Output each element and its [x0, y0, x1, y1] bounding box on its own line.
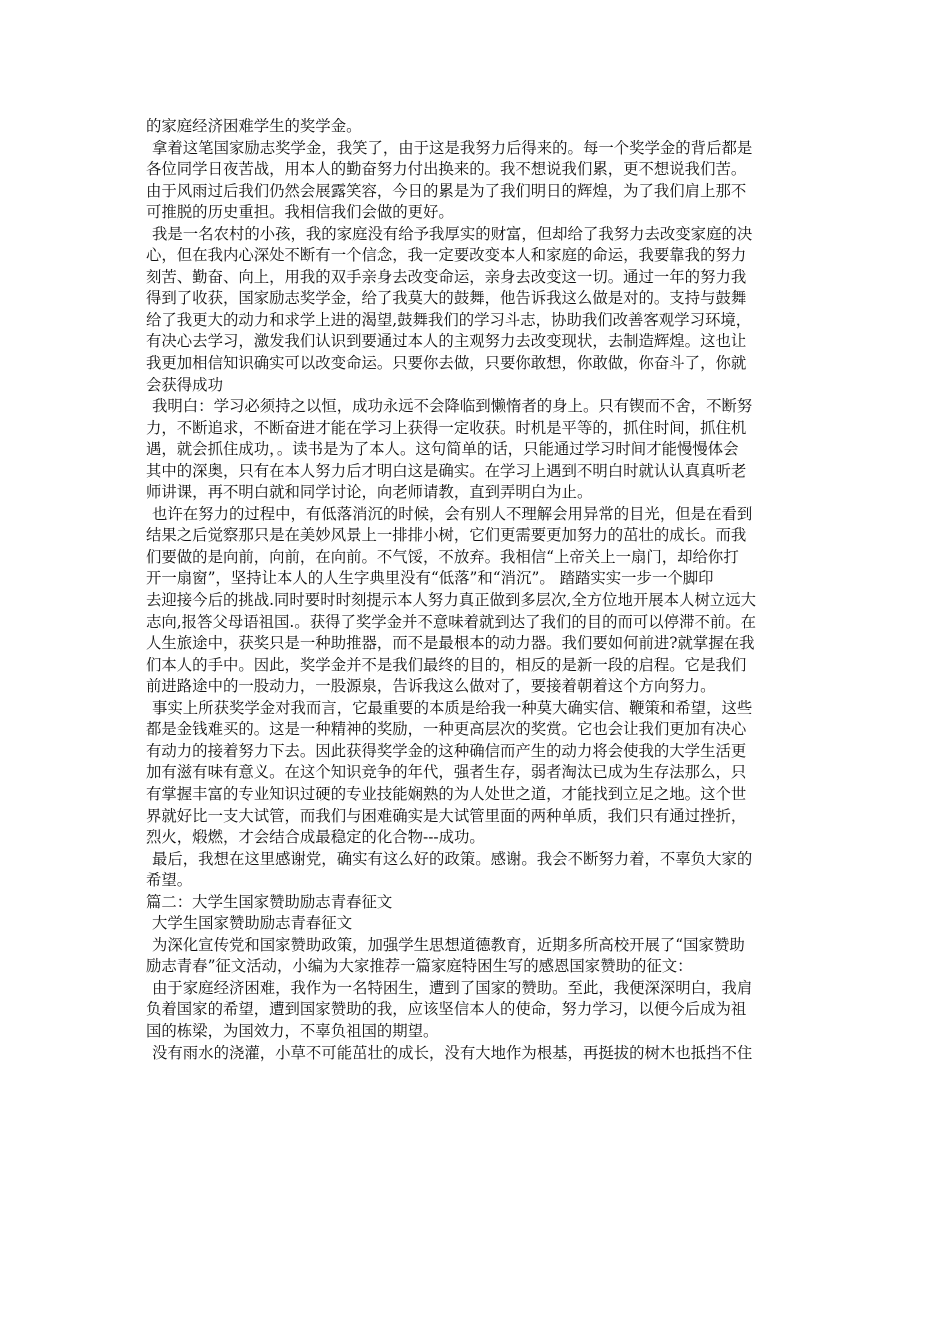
text-line: 事实上所获奖学金对我而言，它最重要的本质是给我一种莫大确实信、鞭策和希望，这些 [152, 698, 753, 717]
text-line: 会获得成功 [146, 375, 223, 394]
text-line: 各位同学日夜苦战，用本人的勤奋努力付出换来的。我不想说我们累，更不想说我们苦。 [146, 160, 747, 179]
text-line: 加有滋有味有意义。在这个知识竞争的年代，强者生存，弱者淘汰已成为生存法那么，只 [146, 763, 747, 782]
text-line: 前进路途中的一股动力，一股源泉，告诉我这么做对了，要接着朝着这个方向努力。 [146, 677, 716, 696]
text-line: 们本人的手中。因此，奖学金并不是我们最终的目的，相反的是新一段的启程。它是我们 [146, 655, 747, 674]
text-line: 刻苦、勤奋、向上，用我的双手亲身去改变命运，亲身去改变这一切。通过一年的努力我 [146, 267, 747, 286]
text-line: 人生旅途中，获奖只是一种助推器，而不是最根本的动力器。我们要如何前进?就掌握在我 [146, 634, 755, 653]
text-line: 结果之后觉察那只是在美妙风景上一排排小树，它们更需要更加努力的茁壮的成长。而我 [146, 526, 747, 545]
text-line: 力，不断追求，不断奋进才能在学习上获得一定收获。时机是平等的，抓住时间，抓住机 [146, 418, 747, 437]
text-line: 我明白：学习必须持之以恒，成功永远不会降临到懒惰者的身上。只有锲而不舍，不断努 [152, 397, 753, 416]
text-line: 的家庭经济困难学生的奖学金。 [146, 117, 362, 135]
text-line: 其中的深奥，只有在本人努力后才明白这是确实。在学习上遇到不明白时就认认真真听老 [146, 461, 747, 480]
text-line: 们要做的是向前，向前，在向前。不气馁，不放弃。我相信“上帝关上一扇门，却给你打 [146, 547, 739, 566]
text-line: 给了我更大的动力和求学上进的渴望,鼓舞我们的学习斗志，协助我们改善客观学习环境， [146, 310, 752, 329]
text-line: 界就好比一支大试管，而我们与困难确实是大试管里面的两种单质，我们只有通过挫折， [146, 806, 747, 825]
text-line: 有动力的接着努力下去。因此获得奖学金的这种确信而产生的动力将会使我的大学生活更 [146, 741, 747, 760]
text-line: 也许在努力的过程中，有低落消沉的时候，会有别人不理解会用异常的目光，但是在看到 [152, 504, 753, 523]
text-line: 师讲课，再不明白就和同学讨论，向老师请教，直到弄明白为止。 [146, 483, 593, 502]
section-heading: 篇二：大学生国家赞助励志青春征文 [146, 892, 393, 911]
text-line: 没有雨水的浇灌，小草不可能茁壮的成长，没有大地作为根基，再挺拔的树木也抵挡不住 [152, 1043, 753, 1062]
text-line: 我是一名农村的小孩，我的家庭没有给予我厚实的财富，但却给了我努力去改变家庭的决 [152, 224, 753, 243]
text-line: 希望。 [146, 871, 193, 890]
text-line: 国的栋梁，为国效力，不辜负祖国的期望。 [146, 1021, 439, 1040]
text-line: 志向,报答父母语祖国.。获得了奖学金并不意味着就到达了我们的目的而可以停滞不前。在 [146, 612, 757, 631]
text-line: 我更加相信知识确实可以改变命运。只要你去做，只要你敢想，你敢做，你奋斗了，你就 [146, 354, 747, 373]
text-line: 为深化宣传党和国家赞助政策，加强学生思想道德教育，近期多所高校开展了“国家赞助 [152, 935, 745, 954]
text-line: 开一扇窗”，坚持让本人的人生字典里没有“低落”和“消沉”。 踏踏实实一步一个脚印 [146, 569, 714, 588]
article-title: 大学生国家赞助励志青春征文 [152, 914, 353, 933]
text-line: 负着国家的希望，遭到国家赞助的我，应该坚信本人的使命，努力学习，以便今后成为祖 [146, 1000, 747, 1019]
text-line: 励志青春”征文活动，小编为大家推荐一篇家庭特困生写的感恩国家赞助的征文： [146, 957, 693, 976]
text-line: 有掌握丰富的专业知识过硬的专业技能娴熟的为人处世之道，才能找到立足之地。这个世 [146, 784, 747, 803]
text-line: 由于风雨过后我们仍然会展露笑容，今日的累是为了我们明日的辉煌，为了我们肩上那不 [146, 181, 747, 200]
text-line: 得到了收获，国家励志奖学金，给了我莫大的鼓舞，他告诉我这么做是对的。支持与鼓舞 [146, 289, 747, 308]
text-line: 去迎接今后的挑战.同时要时时刻提示本人努力真正做到多层次,全方位地开展本人树立远大 [146, 591, 757, 610]
text-line: 都是金钱难买的。这是一种精神的奖励，一种更高层次的奖赏。它也会让我们更加有决心 [146, 720, 747, 739]
text-line: 有决心去学习，激发我们认识到要通过本人的主观努力去改变现状，去制造辉煌。这也让 [146, 332, 747, 351]
text-line: 可推脱的历史重担。我相信我们会做的更好。 [146, 203, 454, 222]
text-line: 遇，就会抓住成功，。读书是为了本人。这句简单的话，只能通过学习时间才能慢慢体会 [146, 440, 739, 459]
text-line: 拿着这笔国家励志奖学金，我笑了，由于这是我努力后得来的。每一个奖学金的背后都是 [152, 138, 753, 157]
text-line: 烈火，煅燃，才会结合成最稳定的化合物---成功。 [146, 828, 485, 847]
text-line: 由于家庭经济困难，我作为一名特困生，遭到了国家的赞助。至此，我便深深明白，我肩 [152, 978, 753, 997]
document-body [146, 116, 810, 1064]
text-line: 最后，我想在这里感谢党，确实有这么好的政策。感谢。我会不断努力着，不辜负大家的 [152, 849, 753, 868]
text-line: 心，但在我内心深处不断有一个信念，我一定要改变本人和家庭的命运，我要靠我的努力 [146, 246, 747, 265]
